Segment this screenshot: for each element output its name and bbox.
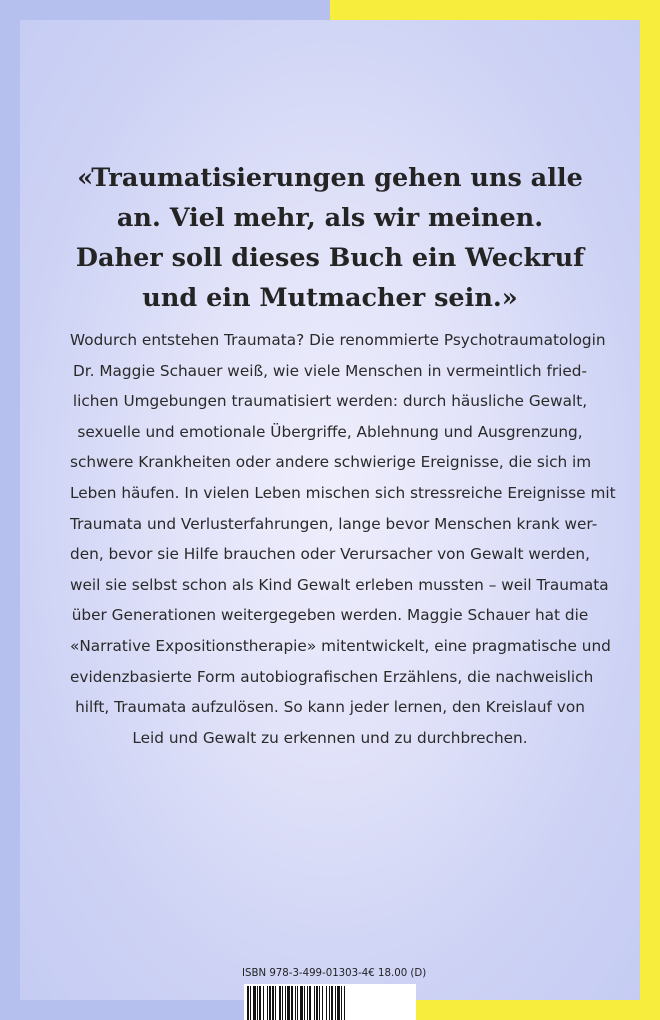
quote-line: und ein Mutmacher sein.» [142, 283, 518, 313]
blurb-line: Traumata und Verlusterfahrungen, lange bevor Menschen krank wer- [70, 514, 598, 533]
barcode-bar [253, 986, 256, 1020]
blurb-line: den, bevor sie Hilfe brauchen oder Verursacher von Gewalt werden, [70, 545, 590, 564]
barcode-caption [242, 968, 427, 979]
blurb-line: weil sie selbst schon als Kind Gewalt erleben mussten – weil Traumata [70, 575, 609, 594]
barcode-bar [267, 986, 268, 1020]
blurb-line: «Narrative Expositionstherapie» mitentwickelt, eine pragmatische und [70, 636, 611, 655]
barcode-bar [341, 986, 342, 1020]
barcode-area [242, 968, 427, 1020]
barcode-image [244, 984, 416, 1020]
barcode-bar [304, 986, 305, 1020]
back-cover-panel [20, 20, 640, 1000]
barcode-bar [259, 986, 261, 1020]
quote-line: an. Viel mehr, als wir meinen. [116, 203, 544, 233]
barcode-bar [247, 986, 249, 1020]
barcode-bar [329, 986, 330, 1020]
barcode-bar [322, 986, 323, 1020]
blurb-line: Leben häufen. In vielen Leben mischen sich stressreiche Ereignisse mit [70, 483, 616, 502]
blurb-line: Leid und Gewalt zu erkennen und zu durchbrechen. [132, 728, 528, 747]
barcode-bar [316, 986, 318, 1020]
price-label: € 18.00 (D) [368, 968, 427, 979]
barcode-bar [337, 986, 340, 1020]
blurb-line: Dr. Maggie Schauer weiß, wie viele Menschen in vermeintlich fried- [72, 361, 588, 380]
barcode-bar [287, 986, 290, 1020]
barcode-bar [250, 986, 251, 1020]
barcode-bar [272, 986, 274, 1020]
blurb-line: evidenzbasierte Form autobiografischen Erzählens, die nachweislich [70, 667, 594, 686]
barcode-bar [263, 986, 264, 1020]
quote-line: «Traumatisierungen gehen uns alle [77, 163, 583, 193]
barcode-bar [344, 986, 345, 1020]
blurb-line: über Generationen weitergegeben werden. Maggie Schauer hat die [71, 606, 589, 625]
barcode-graphic [244, 984, 416, 1020]
barcode-bar [314, 986, 315, 1020]
pull-quote [20, 158, 640, 318]
barcode-bar [300, 986, 303, 1020]
barcode-bar [257, 986, 258, 1020]
blurb-line: lichen Umgebungen traumatisiert werden: durch häusliche Gewalt, [72, 392, 588, 411]
quote-line: Daher soll dieses Buch ein Weckruf [75, 243, 585, 273]
barcode-bar [331, 986, 333, 1020]
barcode-bar [269, 986, 271, 1020]
isbn-label: ISBN 978-3-499-01303-4 [242, 968, 369, 979]
barcode-bar [282, 986, 283, 1020]
barcode-bar [307, 986, 308, 1020]
barcode-bar [291, 986, 293, 1020]
barcode-bar [297, 986, 298, 1020]
blurb-line: hilft, Traumata aufzulösen. So kann jeder lernen, den Kreislauf von [75, 698, 585, 717]
book-blurb [70, 325, 616, 753]
barcode-bar [279, 986, 281, 1020]
barcode-bar [275, 986, 276, 1020]
barcode-bar [319, 986, 320, 1020]
blurb-line: Wodurch entstehen Traumata? Die renommierte Psychotraumatologin [70, 331, 606, 349]
barcode-bar [309, 986, 311, 1020]
barcode-bar [285, 986, 286, 1020]
barcode-bar [295, 986, 296, 1020]
barcode-bar [326, 986, 327, 1020]
barcode-bar [335, 986, 336, 1020]
blurb-line: schwere Krankheiten oder andere schwierige Ereignisse, die sich im [70, 453, 592, 472]
blurb-line: sexuelle und emotionale Übergriffe, Ablehnung und Ausgrenzung, [77, 422, 583, 441]
